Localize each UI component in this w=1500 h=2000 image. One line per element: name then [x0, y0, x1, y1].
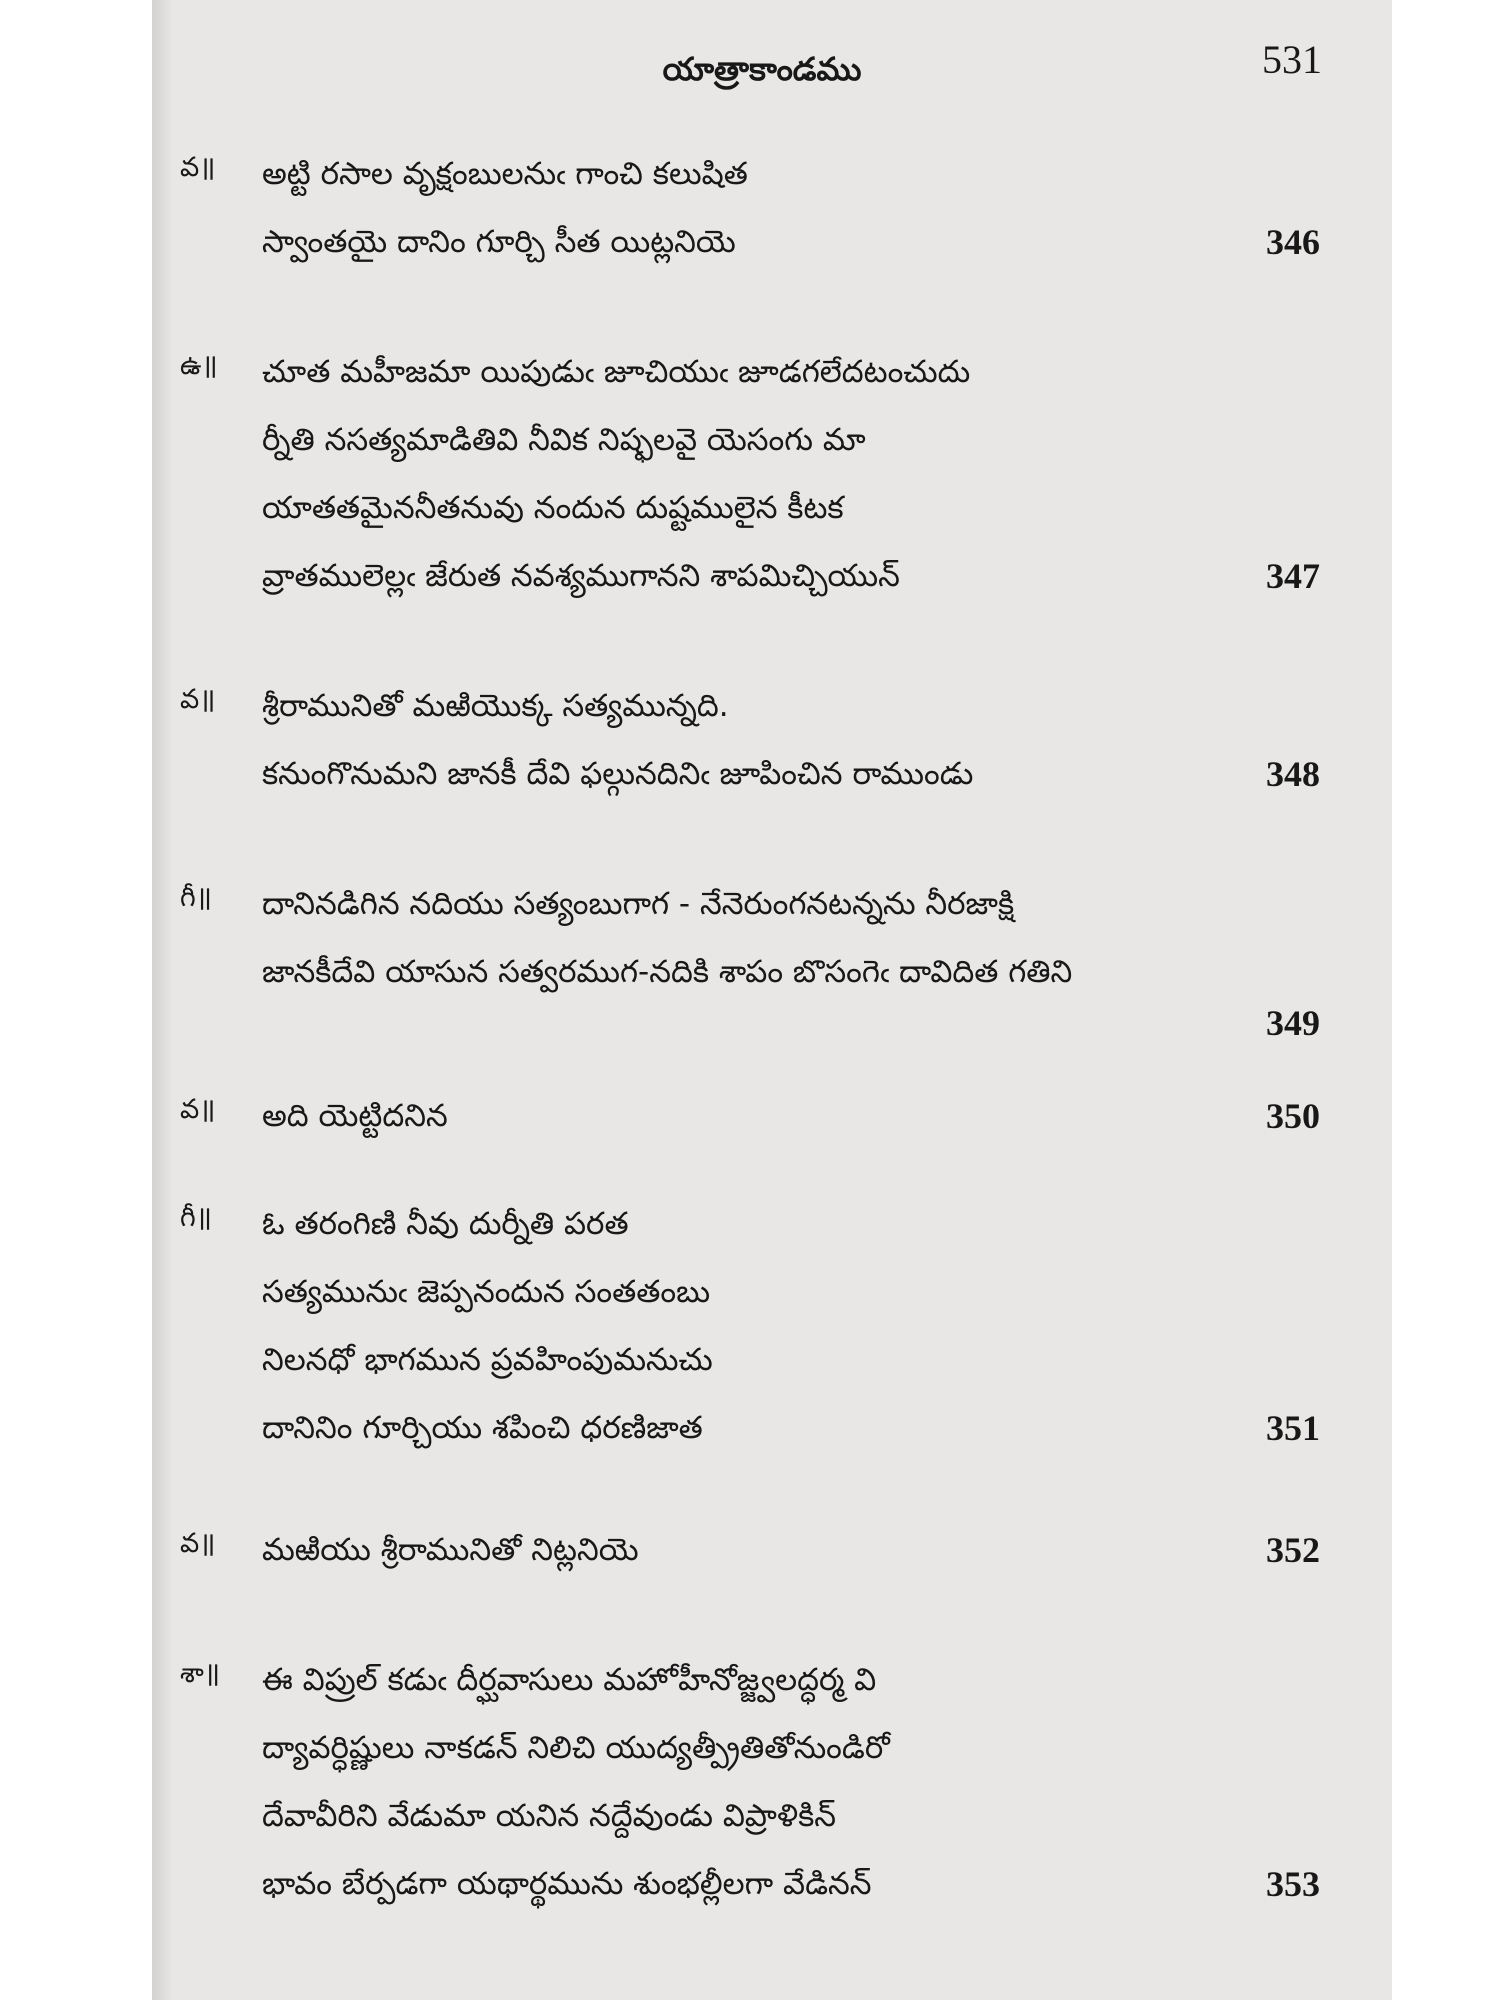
verse-text: అది యెట్టిదనిన: [262, 1098, 448, 1134]
verse-text: దానినిం గూర్చియు శపించి ధరణిజాత: [262, 1410, 703, 1446]
verse-number: 350: [1266, 1096, 1320, 1136]
verse-number-row: [152, 1003, 1392, 1052]
verse-text: ర్నీతి నసత్యమాడితివి నీవిక నిష్ఫలవై యెసంగు మా: [262, 422, 866, 458]
verse-line: [152, 1082, 1392, 1150]
meter-label: గీ॥: [180, 882, 212, 913]
verse-text: భావం బేర్పడగా యథార్థమును శుంభల్లీలగా వేడినన్: [262, 1866, 872, 1902]
meter-label: వ॥: [180, 1528, 216, 1559]
verse-line: [152, 1714, 1392, 1782]
verse-line: [152, 140, 1392, 208]
verse-line: [152, 1190, 1392, 1258]
verse-line: [152, 1258, 1392, 1326]
verse-line: [152, 740, 1392, 808]
verse-number: 349: [1266, 1003, 1320, 1043]
verse-text: కనుంగొనుమని జానకీ దేవి ఫల్గునదినిఁ జూపించిన రాముండు: [262, 756, 974, 792]
page-header: [152, 32, 1392, 102]
verse-entry: [152, 1516, 1392, 1584]
verse-line: [152, 870, 1392, 938]
verse-number: 353: [1266, 1864, 1320, 1904]
verse-text: అట్టి రసాల వృక్షంబులనుఁ గాంచి కలుషిత: [262, 156, 748, 192]
verse-entry: [152, 140, 1392, 276]
verse-text: ఓ తరంగిణి నీవు దుర్నీతి పరత: [262, 1206, 629, 1242]
verse-text: యాతతమైననీతనువు నందున దుష్టములైన కీటక: [262, 490, 844, 526]
verse-text: వ్రాతములెల్లఁ జేరుత నవశ్యముగానని శాపమిచ్చియున్: [262, 558, 900, 594]
verse-entry: [152, 1646, 1392, 1918]
verse-text: చూత మహీజమా యిపుడుఁ జూచియుఁ జూడగలేదటంచుదు: [262, 354, 971, 390]
verse-line: [152, 1394, 1392, 1462]
verse-text: జానకీదేవి యాసున సత్వరముగ-నదికి శాపం బొసంగెఁ దావిదిత గతిని: [262, 954, 1073, 990]
meter-label: శా॥: [180, 1658, 220, 1689]
verse-number: 346: [1266, 222, 1320, 262]
verse-line: [152, 542, 1392, 610]
verse-line: [152, 208, 1392, 276]
verse-line: [152, 338, 1392, 406]
verse-number: 348: [1266, 754, 1320, 794]
verse-line: [152, 1850, 1392, 1918]
verse-line: [152, 406, 1392, 474]
verse-line: [152, 1516, 1392, 1584]
verse-text: దానినడిగిన నదియు సత్యంబుగాగ - నేనెరుంగనటన్నను నీరజాక్షి: [262, 886, 1015, 922]
verse-entry: [152, 672, 1392, 808]
meter-label: గీ॥: [180, 1202, 212, 1233]
verse-index: [152, 140, 1392, 1918]
verse-text: ద్యావర్ధిష్ణులు నాకడన్ నిలిచి యుద్యత్ప్రీతితోనుండిరో: [262, 1730, 890, 1766]
verse-entry: [152, 870, 1392, 1052]
meter-label: వ॥: [180, 684, 216, 715]
verse-text: నిలనధో భాగమున ప్రవహింపుమనుచు: [262, 1342, 713, 1378]
meter-label: వ॥: [180, 152, 216, 183]
verse-entry: [152, 338, 1392, 610]
verse-line: [152, 672, 1392, 740]
verse-line: [152, 938, 1392, 1006]
verse-number: 347: [1266, 556, 1320, 596]
verse-entry: [152, 1082, 1392, 1150]
verse-text: శ్రీరామునితో మఱియొక్క సత్యమున్నది.: [262, 688, 729, 724]
verse-text: మఱియు శ్రీరామునితో నిట్లనియె: [262, 1532, 639, 1568]
verse-entry: [152, 1190, 1392, 1462]
running-title: యాత్రాకాండము: [662, 50, 862, 88]
verse-line: [152, 474, 1392, 542]
verse-line: [152, 1326, 1392, 1394]
verse-number: 352: [1266, 1530, 1320, 1570]
verse-text: దేవావీరిని వేడుమా యనిన నద్దేవుండు విప్రాళికిన్: [262, 1798, 837, 1834]
book-page: [152, 0, 1392, 2000]
meter-label: ఉ॥: [180, 350, 218, 381]
page-number: 531: [1262, 37, 1322, 82]
verse-number: 351: [1266, 1408, 1320, 1448]
meter-label: వ॥: [180, 1094, 216, 1125]
verse-line: [152, 1646, 1392, 1714]
verse-text: ఈ విప్రుల్ కడుఁ దీర్ఘవాసులు మహోహీనోజ్జ్వలద్ధర్మ వి: [262, 1662, 877, 1698]
verse-line: [152, 1782, 1392, 1850]
verse-text: స్వాంతయై దానిం గూర్చి సీత యిట్లనియె: [262, 224, 736, 260]
verse-text: సత్యమునుఁ జెప్పనందున సంతతంబు: [262, 1274, 711, 1310]
